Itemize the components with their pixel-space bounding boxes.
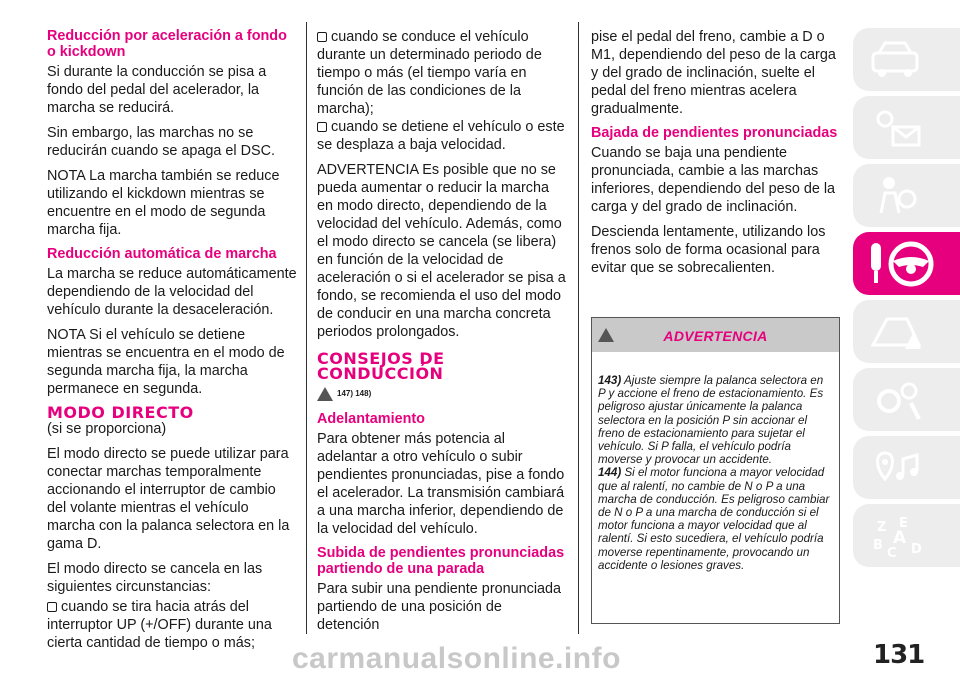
paragraph: Cuando se baja una pendiente pronunciada, cambie a las marchas inferiores, dependiendo del peso de la carga y del grado de inclinación.: [591, 145, 836, 215]
bullet-item: [317, 118, 567, 154]
warning-item: [598, 374, 833, 466]
heading-downhill: Bajada de pendientes pronunciadas: [591, 125, 838, 141]
bullet-item: [47, 598, 297, 652]
tab-index[interactable]: [853, 504, 960, 567]
car-icon: [867, 37, 927, 83]
chapter-tabs: [853, 28, 960, 572]
warning-title: ADVERTENCIA: [663, 328, 768, 344]
column-1: [47, 28, 297, 652]
svg-text:D: D: [911, 541, 922, 557]
warning-number: 143): [598, 374, 622, 387]
reference-numbers: 147) 148): [337, 389, 372, 398]
warning-paragraph: ADVERTENCIA Es posible que no se pueda aumentar o reducir la marcha en modo directo, dependiendo de la velocidad del vehículo. Además, como el modo directo se cancela (se libera) en función de la velocidad de aceleración o si el acelerador se pisa a fondo, se recomienda el uso del modo de conducir en una marcha concreta periodos prolongados.: [317, 162, 566, 340]
warning-header: [592, 318, 839, 352]
paragraph: El modo directo se puede utilizar para conectar marchas temporalmente accionando el interruptor de cambio del volante mientras el vehículo marcha con la palanca selectora en la gama D.: [47, 446, 290, 552]
column-divider: [578, 22, 579, 634]
svg-text:E: E: [899, 515, 908, 531]
paragraph: Para obtener más potencia al adelantar a otro vehículo o subir pendientes pronunciadas, pise a fondo el acelerador. La transmisión cambiará a una marcha inferior, dependiendo de la velocidad del vehículo.: [317, 431, 565, 537]
warning-triangle-car-icon: [867, 309, 927, 355]
bullet-icon: [317, 122, 327, 132]
column-2: [317, 28, 567, 641]
bullet-icon: [317, 32, 327, 42]
paragraph: El modo directo se cancela en las siguientes circunstancias:: [47, 561, 263, 595]
map-music-icon: [867, 445, 927, 491]
dashboard-lights-icon: [867, 105, 927, 151]
paragraph: La marcha se reduce automáticamente dependiendo de la velocidad del vehículo durante la desaceleración.: [47, 266, 297, 318]
heading-uphill-start: Subida de pendientes pronunciadas partiendo de una parada: [317, 545, 565, 577]
svg-text:B: B: [873, 537, 883, 553]
warning-body: [592, 352, 839, 572]
paragraph: pise el pedal del freno, cambie a D o M1, dependiendo del peso de la carga y del grado de inclinación, suelte el pedal del freno mientras acelera gradualmente.: [591, 29, 836, 117]
key-steering-wheel-icon: [867, 239, 937, 289]
alphabet-index-icon: [867, 513, 927, 559]
paragraph: Descienda lentamente, utilizando los frenos solo de forma ocasional para evitar que se sobrecalienten.: [591, 224, 826, 276]
paragraph: Para subir una pendiente pronunciada partiendo de una posición de detención: [317, 581, 562, 633]
subheading-if-provided: (si se proporciona): [47, 421, 167, 437]
heading-driving-tips: CONSEJOS DE CONDUCCIÓN: [317, 349, 445, 383]
seatbelt-airbag-icon: [867, 173, 927, 219]
tools-icon: [867, 377, 927, 423]
bullet-icon: [47, 602, 57, 612]
heading-kickdown: Reducción por aceleración a fondo o kickdown: [47, 28, 287, 60]
warning-item: [598, 466, 833, 572]
heading-overtaking: Adelantamiento: [317, 411, 425, 427]
warning-text: Si el motor funciona a mayor velocidad que al ralentí, no cambie de N o P a una marcha de conducción. Es peligroso cambiar de N o P a una marcha de conducción si el motor funciona a mayor velocidad que al ralentí. Si esto sucediera, el vehículo podría moverse repentinamente, provocando un accidente o lesiones graves.: [598, 466, 830, 572]
tab-multimedia[interactable]: [853, 436, 960, 499]
paragraph: Sin embargo, las marchas no se reducirán cuando se apaga el DSC.: [47, 125, 275, 159]
column-divider: [306, 22, 307, 634]
svg-text:C: C: [887, 545, 897, 559]
bullet-text: cuando se tira hacia atrás del interruptor UP (+/OFF) durante una cierta cantidad de tiempo o más;: [47, 599, 272, 651]
bullet-text: cuando se conduce el vehículo durante un determinado periodo de tiempo o más (el tiempo varía en función de las condiciones de la marcha);: [317, 29, 542, 117]
svg-text:Z: Z: [877, 519, 887, 535]
paragraph: Si durante la conducción se pisa a fondo del pedal del acelerador, la marcha se reducirá.: [47, 64, 267, 116]
column-3: [591, 28, 841, 284]
bullet-item: [317, 28, 567, 118]
warning-text: Ajuste siempre la palanca selectora en P y accione el freno de estacionamiento. Es peligroso ajustar únicamente la palanca selectora en la posición P sin accionar el freno de estacionamiento para sujetar el vehículo. Si P falla, el vehículo podría moverse y provocar un accidente.: [598, 374, 824, 467]
svg-text:A: A: [893, 527, 907, 548]
note-paragraph: NOTA La marcha también se reduce utilizando el kickdown mientras se encuentre en el modo de segunda marcha fija.: [47, 168, 280, 238]
tab-dashboard-lights[interactable]: [853, 96, 960, 159]
heading-direct-mode: MODO DIRECTO: [47, 403, 194, 422]
warning-number: 144): [598, 466, 622, 480]
note-paragraph: NOTA Si el vehículo se detiene mientras se encuentra en el modo de segunda marcha fija, la marcha permanece en segunda.: [47, 327, 285, 397]
watermark: carmanualsonline.info: [292, 642, 621, 675]
warning-triangle-icon: [317, 387, 333, 401]
bullet-text: cuando se detiene el vehículo o este se desplaza a baja velocidad.: [317, 119, 565, 153]
warning-box: [591, 317, 840, 624]
page-number: 131: [873, 640, 925, 670]
heading-auto-downshift: Reducción automática de marcha: [47, 246, 277, 262]
tab-maintenance[interactable]: [853, 368, 960, 431]
tab-safety[interactable]: [853, 164, 960, 227]
tab-emergency[interactable]: [853, 300, 960, 363]
warning-references: [317, 385, 567, 403]
tab-car[interactable]: [853, 28, 960, 91]
tab-starting-driving[interactable]: [853, 232, 960, 295]
